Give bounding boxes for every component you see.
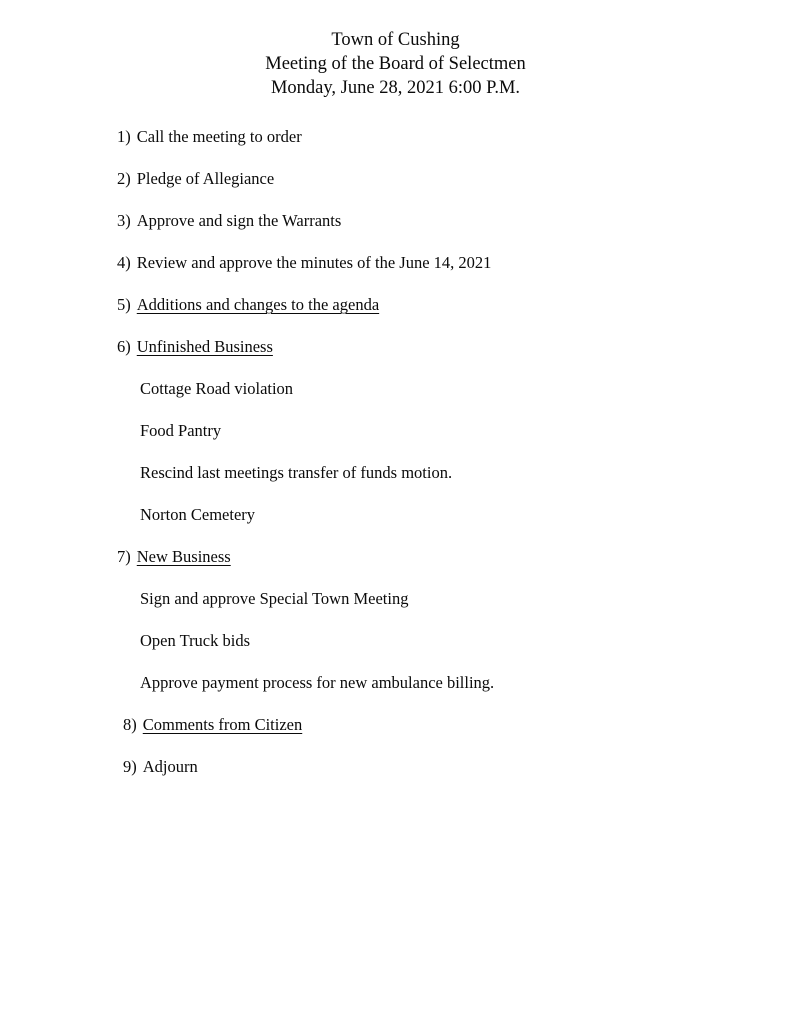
agenda-subitem xyxy=(117,631,791,651)
agenda-subitem-text: Sign and approve Special Town Meeting xyxy=(140,589,409,608)
agenda-subitem-text: Cottage Road violation xyxy=(140,379,294,398)
agenda-item-number: 8) xyxy=(123,715,137,734)
agenda-item-text: Review and approve the minutes of the June 14, 2021 xyxy=(136,253,492,272)
agenda-item-number: 3) xyxy=(117,211,131,230)
agenda-item-text: Call the meeting to order xyxy=(136,127,302,146)
agenda-subitem-text: Rescind last meetings transfer of funds motion. xyxy=(140,463,453,482)
agenda-subitem-text: Norton Cemetery xyxy=(140,505,256,524)
agenda-item-6 xyxy=(117,337,791,357)
agenda-item-7 xyxy=(117,547,791,567)
agenda-item-text: Comments from Citizen xyxy=(142,715,303,734)
agenda-subitem xyxy=(117,673,791,693)
agenda-subitem-text: Open Truck bids xyxy=(140,631,251,650)
agenda-item-number: 7) xyxy=(117,547,131,566)
header-title: Town of Cushing xyxy=(331,30,460,50)
agenda-subitem xyxy=(117,505,791,525)
agenda-item-text: Approve and sign the Warrants xyxy=(136,211,342,230)
agenda-item-5 xyxy=(117,295,791,315)
agenda-item-2 xyxy=(117,169,791,189)
agenda-subitem xyxy=(117,589,791,609)
agenda-item-text: Additions and changes to the agenda xyxy=(136,295,380,314)
agenda-item-number: 6) xyxy=(117,337,131,356)
agenda-item-number: 2) xyxy=(117,169,131,188)
agenda-item-text: Unfinished Business xyxy=(136,337,273,356)
agenda-item-9 xyxy=(117,757,791,777)
header-datetime: Monday, June 28, 2021 6:00 P.M. xyxy=(270,78,521,98)
agenda-item-text: Adjourn xyxy=(142,757,198,776)
agenda-item-text: New Business xyxy=(136,547,231,566)
agenda-subitem xyxy=(117,379,791,399)
agenda-subitem-text: Approve payment process for new ambulance billing. xyxy=(140,673,495,692)
agenda-item-number: 1) xyxy=(117,127,131,146)
agenda-subitem xyxy=(117,421,791,441)
header-subtitle: Meeting of the Board of Selectmen xyxy=(265,54,526,74)
agenda-item-number: 5) xyxy=(117,295,131,314)
agenda-item-text: Pledge of Allegiance xyxy=(136,169,275,188)
agenda-subitem-text: Food Pantry xyxy=(140,421,222,440)
agenda-item-8 xyxy=(117,715,791,735)
agenda-item-1 xyxy=(117,127,791,147)
agenda-subitem xyxy=(117,463,791,483)
document-header xyxy=(0,0,791,100)
agenda-item-number: 9) xyxy=(123,757,137,776)
agenda-item-3 xyxy=(117,211,791,231)
agenda-item-number: 4) xyxy=(117,253,131,272)
agenda-item-4 xyxy=(117,253,791,273)
agenda-list xyxy=(117,127,791,777)
